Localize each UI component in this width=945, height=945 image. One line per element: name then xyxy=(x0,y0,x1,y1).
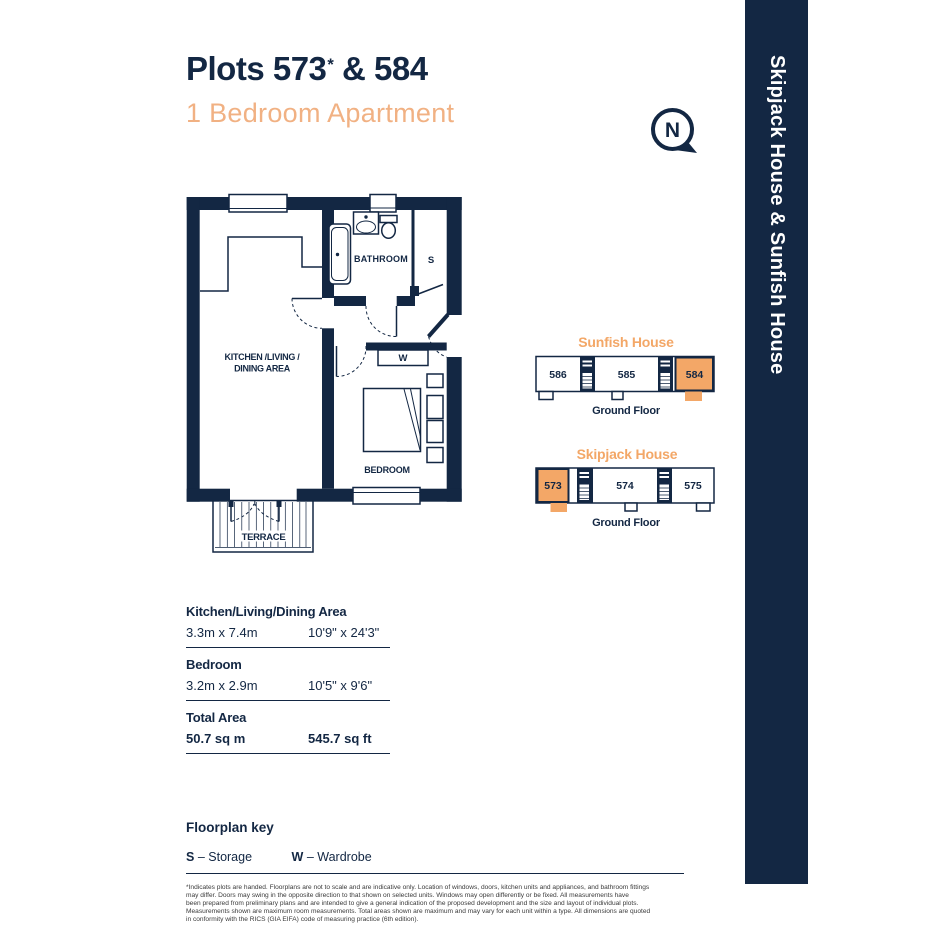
bathroom-label: BATHROOM xyxy=(354,254,408,264)
kitchen-living-label: KITCHEN /LIVING / xyxy=(224,352,300,362)
bed-icon xyxy=(364,374,444,463)
terrace-area xyxy=(213,501,313,553)
bedroom-label: BEDROOM xyxy=(364,465,410,475)
unit-label: 586 xyxy=(549,369,567,381)
dimension-row-total-area xyxy=(186,710,390,754)
sidebar-label: Skipjack House & Sunfish House xyxy=(766,55,788,375)
imperial-size: 10'9" x 24'3" xyxy=(308,625,380,640)
room-name: Bedroom xyxy=(186,657,242,672)
terrace-label: TERRACE xyxy=(241,532,286,543)
skipjack-house-title: Skipjack House xyxy=(576,446,678,462)
unit-label: 584 xyxy=(685,369,704,381)
disclaimer-line: *Indicates plots are handed. Floorplans are not to scale and are indicative only. Location of windows, doors, kitchen units and appliances, and bathroom fittings xyxy=(186,884,650,891)
sunfish-house-title: Sunfish House xyxy=(578,334,674,350)
unit-label: 575 xyxy=(684,480,702,492)
bathtub-icon xyxy=(329,224,351,284)
dimension-row-kitchen xyxy=(186,604,390,648)
stair-core-icon xyxy=(580,357,595,392)
unit-label: 574 xyxy=(616,480,634,492)
page-title: Plots 573* & 584 xyxy=(186,50,428,87)
disclaimer-line: may differ. Doors may swing in the opposite direction to that shown on selected units. Windows may open differently or be fixed. All measurements have xyxy=(186,892,629,899)
imperial-size: 10'5" x 9'6" xyxy=(308,678,373,693)
key-item-wardrobe: W – Wardrobe xyxy=(291,850,372,864)
floorplan-key-items xyxy=(186,850,684,874)
dining-area-label: DINING AREA xyxy=(234,363,290,374)
stair-core-icon xyxy=(577,468,593,503)
metric-size: 3.2m x 2.9m xyxy=(186,678,258,693)
ground-floor-label: Ground Floor xyxy=(592,405,660,417)
sink-icon xyxy=(354,212,379,234)
building-name-sidebar xyxy=(745,0,808,884)
north-letter: N xyxy=(664,119,681,142)
highlighted-unit-tab xyxy=(551,503,568,512)
dimension-row-bedroom xyxy=(186,657,390,701)
stair-core-icon xyxy=(658,357,673,392)
wardrobe-label: W xyxy=(398,353,408,364)
apartment-floorplan xyxy=(183,192,465,557)
disclaimer-line: in conformity with the RICS (GIA EIFA) code of measuring practice (6th edition). xyxy=(186,916,419,923)
sunfish-house-diagram xyxy=(528,332,728,420)
disclaimer-line: Measurements shown are maximum room measurements. Total areas shown are maximum and may vary for each unit within a type. All dimensions are quoted xyxy=(186,908,651,915)
ground-floor-label: Ground Floor xyxy=(592,517,660,529)
metric-size: 3.3m x 7.4m xyxy=(186,625,258,640)
room-name: Total Area xyxy=(186,710,247,725)
key-item-storage: S – Storage xyxy=(186,850,253,864)
unit-label: 585 xyxy=(617,369,636,381)
metric-size: 50.7 sq m xyxy=(186,731,246,746)
unit-label: 573 xyxy=(544,480,562,492)
room-name: Kitchen/Living/Dining Area xyxy=(186,604,347,619)
highlighted-unit-tab xyxy=(685,392,702,402)
skipjack-house-diagram xyxy=(528,444,728,532)
disclaimer-line: been prepared from preliminary plans and are intended to give a general indication of the proposed development and the size and layout of individual plots. xyxy=(186,900,639,907)
disclaimer-text xyxy=(186,884,650,924)
north-compass-icon xyxy=(645,102,701,158)
floorplan-key-title: Floorplan key xyxy=(186,820,274,835)
storage-label: S xyxy=(427,255,435,266)
handed-asterisk: * xyxy=(327,56,334,75)
imperial-size: 545.7 sq ft xyxy=(308,731,372,746)
stair-core-icon xyxy=(657,468,672,503)
toilet-icon xyxy=(380,216,397,239)
page-subtitle: 1 Bedroom Apartment xyxy=(186,98,455,128)
kitchen-counter xyxy=(200,237,322,291)
